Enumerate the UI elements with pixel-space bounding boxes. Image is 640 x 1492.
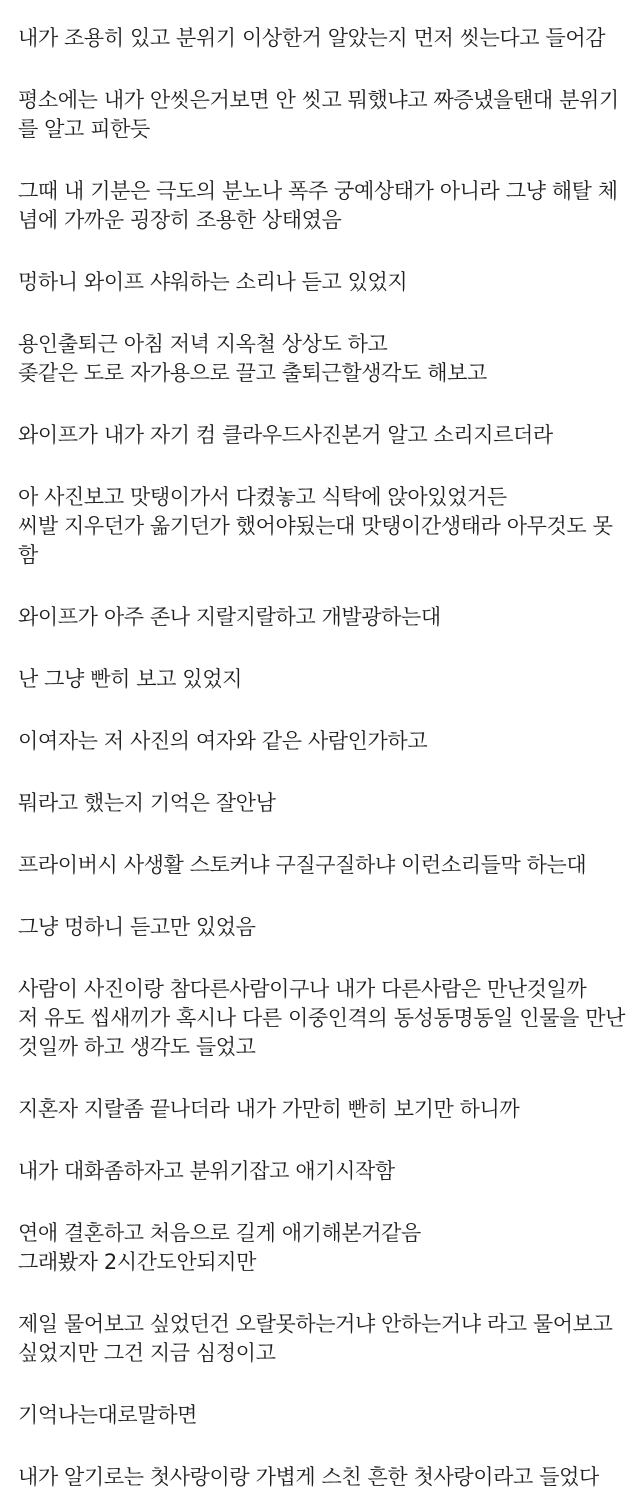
paragraph-11 (18, 789, 624, 818)
paragraph-2 (18, 86, 624, 144)
text-line: 그때 내 기분은 극도의 분노나 폭주 궁예상태가 아니라 그냥 해탈 체 (18, 179, 618, 203)
paragraph-5 (18, 330, 624, 388)
paragraph-19 (18, 1401, 624, 1430)
paragraph-10 (18, 727, 624, 756)
paragraph-1 (18, 24, 624, 53)
text-line: 싶었지만 그건 지금 심정이고 (18, 1341, 276, 1365)
paragraph-16 (18, 1157, 624, 1186)
text-line: 내가 대화좀하자고 분위기잡고 애기시작함 (18, 1159, 395, 1183)
text-line: 씨발 지우던가 옮기던가 했어야됬는대 맛탱이간생태라 아무것도 못 (18, 514, 613, 538)
paragraph-15 (18, 1095, 624, 1124)
paragraph-3 (18, 177, 624, 235)
text-line: 이여자는 저 사진의 여자와 같은 사람인가하고 (18, 729, 428, 753)
text-line: 그래봤자 2시간도안되지만 (18, 1250, 256, 1274)
paragraph-8 (18, 603, 624, 632)
text-line: 좆같은 도로 자가용으로 끌고 출퇴근할생각도 해보고 (18, 361, 487, 385)
paragraph-14 (18, 975, 624, 1062)
text-line: 프라이버시 사생활 스토커냐 구질구질하냐 이런소리들막 하는대 (18, 853, 587, 877)
text-line: 것일까 하고 생각도 들었고 (18, 1035, 256, 1059)
paragraph-13 (18, 913, 624, 942)
paragraph-7 (18, 483, 624, 570)
text-line: 함 (18, 543, 38, 567)
text-line: 아 사진보고 맛탱이가서 다켰놓고 식탁에 앉아있었거든 (18, 485, 507, 509)
text-line: 제일 물어보고 싶었던건 오랄못하는거냐 안하는거냐 라고 물어보고 (18, 1312, 613, 1336)
text-line: 사람이 사진이랑 참다른사람이구나 내가 다른사람은 만난것일까 (18, 977, 587, 1001)
text-line: 내가 알기로는 첫사랑이랑 가볍게 스친 흔한 첫사랑이라고 들었다 (18, 1465, 599, 1489)
text-line: 연애 결혼하고 처음으로 길게 애기해본거같음 (18, 1221, 421, 1245)
text-line: 평소에는 내가 안씻은거보면 안 씻고 뭐했냐고 짜증냈을탠대 분위기 (18, 88, 619, 112)
text-line: 기억나는대로말하면 (18, 1403, 197, 1427)
text-line: 그냥 멍하니 듣고만 있었음 (18, 915, 256, 939)
text-line: 지혼자 지랄좀 끝나더라 내가 가만히 빤히 보기만 하니까 (18, 1097, 520, 1121)
paragraph-17 (18, 1219, 624, 1277)
text-line: 멍하니 와이프 샤워하는 소리나 듣고 있었지 (18, 270, 408, 294)
text-line: 내가 조용히 있고 분위기 이상한거 알았는지 먼저 씻는다고 들어감 (18, 26, 606, 50)
text-line: 뭐라고 했는지 기억은 잘안남 (18, 791, 276, 815)
text-line: 저 유도 씹새끼가 혹시나 다른 이중인격의 동성동명동일 인물을 만난 (18, 1006, 626, 1030)
paragraph-6 (18, 421, 624, 450)
text-line: 난 그냥 빤히 보고 있었지 (18, 667, 242, 691)
text-line: 용인출퇴근 아침 저녁 지옥철 상상도 하고 (18, 332, 388, 356)
paragraph-12 (18, 851, 624, 880)
text-line: 와이프가 내가 자기 컴 클라우드사진본거 알고 소리지르더라 (18, 423, 553, 447)
paragraph-9 (18, 665, 624, 694)
paragraph-20 (18, 1463, 624, 1492)
text-line: 념에 가까운 굉장히 조용한 상태였음 (18, 208, 342, 232)
text-line: 와이프가 아주 존나 지랄지랄하고 개발광하는대 (18, 605, 441, 629)
text-line: 를 알고 피한듯 (18, 117, 150, 141)
paragraph-18 (18, 1310, 624, 1368)
paragraph-4 (18, 268, 624, 297)
